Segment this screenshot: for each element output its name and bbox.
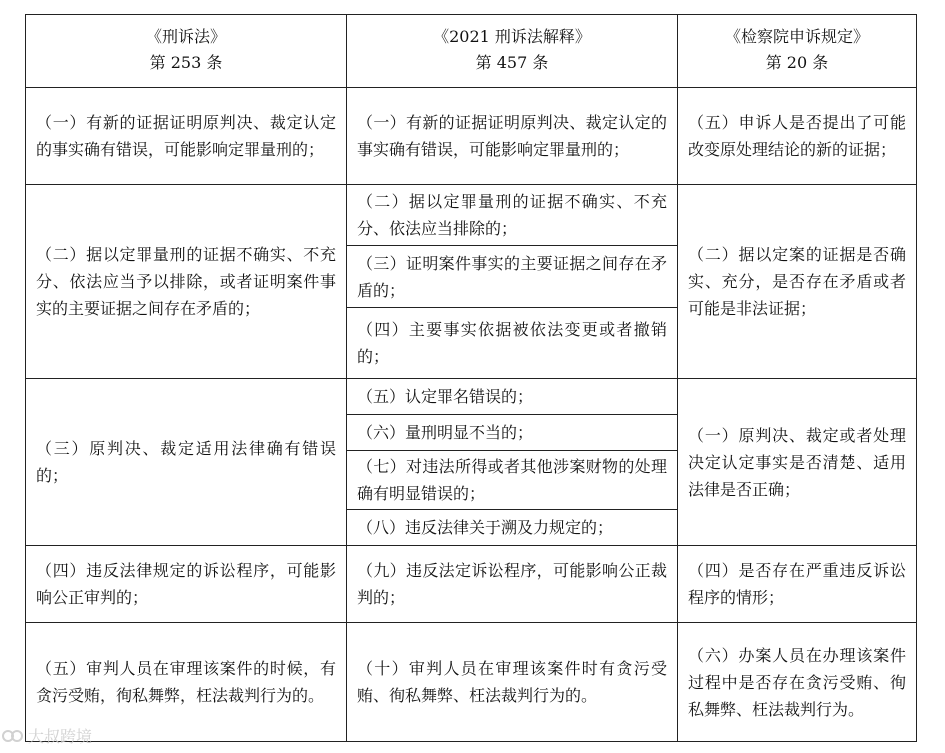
col1-cell-4 [25, 545, 347, 623]
col2-cell-3 [346, 245, 678, 308]
header-cell-jieshi [346, 14, 678, 88]
header-title: 《2021 刑诉法解释》 [433, 27, 591, 46]
header-title: 《刑诉法》 [145, 27, 226, 46]
cell-text: （五）认定罪名错误的； [357, 387, 534, 406]
watermark-text: 大叔跨境 [28, 727, 93, 746]
cell-text: （十）审判人员在审理该案件时有贪污受贿、徇私舞弊、枉法裁判行为的。 [357, 659, 667, 705]
watermark [2, 724, 92, 747]
col2-cell-2 [346, 184, 678, 246]
cell-text: （四）主要事实依据被依法变更或者撤销的； [357, 320, 667, 366]
col2-cell-8 [346, 509, 678, 546]
cell-text: （三）原判决、裁定适用法律确有错误的； [36, 439, 336, 485]
header-title: 《检察院申诉规定》 [724, 27, 869, 46]
cell-text: （七）对违法所得或者其他涉案财物的处理确有明显错误的； [357, 457, 667, 503]
col3-cell-3 [677, 378, 917, 546]
col3-cell-4 [677, 545, 917, 623]
header-cell-xingsufa [25, 14, 347, 88]
cell-text: （六）办案人员在办理该案件过程中是否存在贪污受贿、徇私舞弊、枉法裁判行为。 [688, 645, 906, 719]
col2-cell-4 [346, 307, 678, 379]
cell-text: （五）审判人员在审理该案件的时候，有贪污受贿，徇私舞弊，枉法裁判行为的。 [36, 659, 336, 705]
cell-text: （六）量刑明显不当的； [357, 423, 534, 442]
col2-cell-7 [346, 450, 678, 510]
header-article: 第 457 条 [475, 53, 549, 72]
cell-text: （二）据以定案的证据是否确实、充分，是否存在矛盾或者可能是非法证据； [688, 245, 906, 318]
header-cell-guiding [677, 14, 917, 88]
cell-text: （一）有新的证据证明原判决、裁定认定的事实确有错误，可能影响定罪量刑的； [36, 113, 336, 159]
cell-text: （二）据以定罪量刑的证据不确实、不充分、依法应当予以排除，或者证明案件事实的主要证据之间存在矛盾的； [36, 245, 336, 318]
cell-text: （八）违反法律关于溯及力规定的； [357, 518, 614, 537]
comparison-table [25, 14, 917, 742]
col2-cell-10 [346, 622, 678, 742]
col2-cell-1 [346, 87, 678, 185]
col3-cell-1 [677, 87, 917, 185]
cell-text: （五）申诉人是否提出了可能改变原处理结论的新的证据； [688, 113, 906, 159]
col3-cell-2 [677, 184, 917, 379]
cell-text: （九）违反法定诉讼程序，可能影响公正裁判的； [357, 561, 667, 607]
cell-text: （一）有新的证据证明原判决、裁定认定的事实确有错误，可能影响定罪量刑的； [357, 113, 667, 159]
watermark-logo-icon [2, 727, 24, 745]
cell-text: （四）是否存在严重违反诉讼程序的情形； [688, 561, 906, 607]
cell-text: （四）违反法律规定的诉讼程序，可能影响公正审判的； [36, 561, 336, 607]
cell-text: （一）原判决、裁定或者处理决定认定事实是否清楚、适用法律是否正确； [688, 425, 906, 499]
col2-cell-9 [346, 545, 678, 623]
cell-text: （三）证明案件事实的主要证据之间存在矛盾的； [357, 253, 667, 300]
cell-text: （二）据以定罪量刑的证据不确实、不充分、依法应当排除的； [357, 192, 667, 238]
col1-cell-3 [25, 378, 347, 546]
col1-cell-2 [25, 184, 347, 379]
col3-cell-5 [677, 622, 917, 742]
header-article: 第 253 条 [149, 53, 223, 72]
col2-cell-6 [346, 414, 678, 451]
header-article: 第 20 条 [765, 53, 829, 72]
col1-cell-1 [25, 87, 347, 185]
col2-cell-5 [346, 378, 678, 415]
